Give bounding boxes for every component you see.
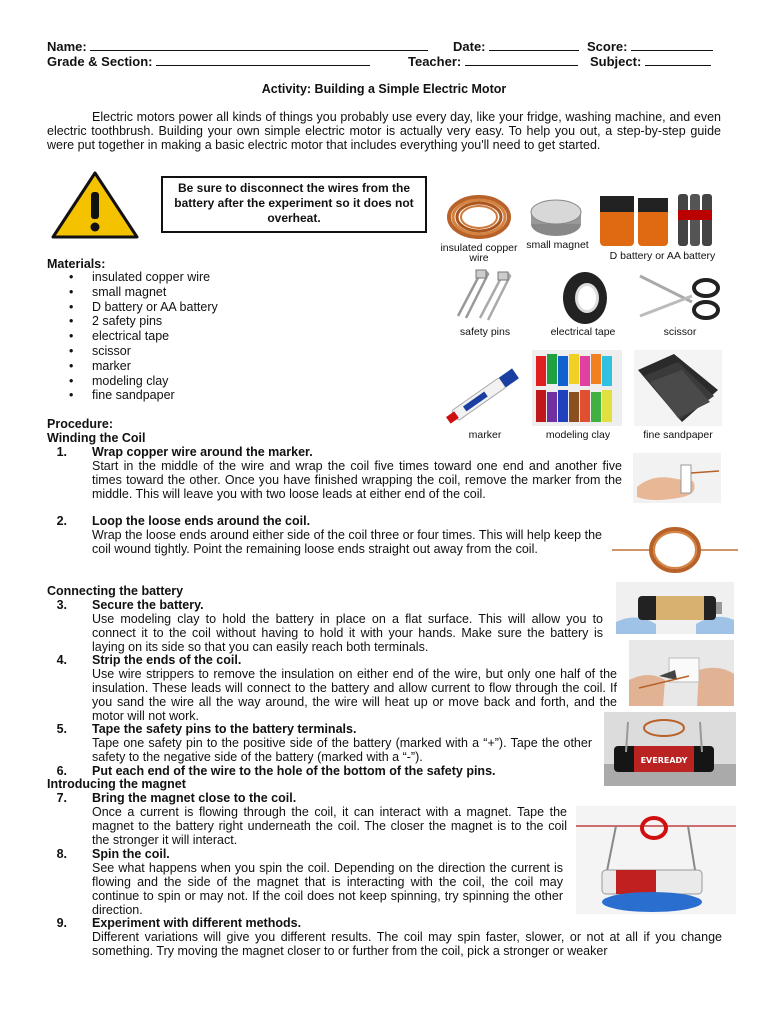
step-number: 4. (56, 653, 67, 667)
marker-caption: marker (468, 429, 502, 441)
grade-blank[interactable] (156, 54, 370, 66)
materials-list (47, 270, 427, 403)
tape-image (560, 270, 610, 326)
step-3 (47, 598, 603, 654)
step-7 (47, 791, 567, 847)
list-item: • insulated copper wire (47, 270, 427, 285)
subject-field[interactable] (590, 54, 711, 69)
score-field[interactable] (587, 39, 713, 54)
name-field[interactable] (47, 39, 428, 54)
modeling-clay-image (532, 350, 622, 426)
step-body: Wrap the loose ends around either side of the coil three or four times. This will help keep the coil wound tightly. Point the remaining loose ends straight out away from the coil. (92, 528, 602, 556)
safety-pins-caption: safety pins (459, 326, 511, 338)
score-blank[interactable] (631, 39, 713, 51)
subject-label: Subject: (590, 54, 642, 69)
materials-heading: Materials: (47, 257, 106, 271)
step-number: 1. (56, 445, 67, 459)
warning-icon (50, 170, 140, 240)
list-item: • D battery or AA battery (47, 300, 427, 315)
procedure-heading: Procedure: (47, 417, 113, 431)
step-7-image (576, 806, 736, 914)
grade-label: Grade & Section: (47, 54, 153, 69)
step-4-image (629, 640, 734, 706)
step-number: 7. (56, 791, 67, 805)
step-title: Wrap copper wire around the marker. (92, 445, 313, 459)
sandpaper-image (634, 350, 722, 426)
step-2-image (612, 524, 738, 576)
teacher-label: Teacher: (408, 54, 462, 69)
subject-blank[interactable] (645, 54, 711, 66)
battery-caption: D battery or AA battery (609, 250, 716, 262)
step-6 (47, 764, 607, 778)
list-item: • marker (47, 359, 427, 374)
list-item: • small magnet (47, 285, 427, 300)
list-item: • 2 safety pins (47, 314, 427, 329)
intro-paragraph: Electric motors power all kinds of things you probably use every day, like your fridge, washing machine, and even electric toothbrush. Building your own simple electric motor is actually very easy. To help you out, a step-by-step guide were put together in making a basic electric motor that includes everything you'll need to get started. (47, 110, 721, 152)
copper-wire-image (444, 192, 514, 242)
section-connecting-battery: Connecting the battery (47, 584, 184, 598)
step-9 (47, 916, 722, 958)
warning-box: Be sure to disconnect the wires from the battery after the experiment so it does not overheat. (161, 176, 427, 233)
step-title: Experiment with different methods. (92, 916, 302, 930)
step-body: Different variations will give you different results. The coil may spin faster, slower, or not at all if you change something. Try moving the magnet closer to or further from the coil, pick a stronger or weaker (92, 930, 722, 958)
score-label: Score: (587, 39, 628, 54)
teacher-blank[interactable] (465, 54, 578, 66)
step-1 (47, 445, 622, 501)
step-number: 6. (56, 764, 67, 778)
scissor-image (636, 270, 726, 325)
step-4 (47, 653, 617, 723)
step-number: 5. (56, 722, 67, 736)
date-blank[interactable] (489, 39, 579, 51)
list-item: • scissor (47, 344, 427, 359)
sandpaper-caption: fine sandpaper (643, 429, 713, 441)
section-introducing-magnet: Introducing the magnet (47, 777, 186, 791)
magnet-image (528, 196, 584, 240)
teacher-field[interactable] (408, 54, 578, 69)
name-label: Name: (47, 39, 87, 54)
step-1-image (633, 453, 721, 503)
list-item: • modeling clay (47, 374, 427, 389)
activity-title: Activity: Building a Simple Electric Motor (261, 82, 507, 96)
section-winding-coil: Winding the Coil (47, 431, 146, 445)
list-item: • electrical tape (47, 329, 427, 344)
step-title: Spin the coil. (92, 847, 170, 861)
step-8 (47, 847, 563, 917)
step-title: Tape the safety pins to the battery terminals. (92, 722, 357, 736)
step-number: 8. (56, 847, 67, 861)
battery-image (598, 190, 718, 250)
step-body: Once a current is flowing through the coil, it can interact with a magnet. Tape the magnet to the battery right underneath the coil. The closer the magnet is to the coil the stronger it will interact. (92, 805, 567, 847)
date-field[interactable] (453, 39, 579, 54)
step-title: Secure the battery. (92, 598, 204, 612)
step-title: Strip the ends of the coil. (92, 653, 242, 667)
step-5 (47, 722, 592, 764)
step-title: Put each end of the wire to the hole of the bottom of the safety pins. (92, 764, 496, 778)
grade-field[interactable] (47, 54, 370, 69)
battery-brand-text: EVEREADY (640, 756, 688, 765)
step-body: Use wire strippers to remove the insulation on either end of the wire, but only one half of the insulation. These leads will connect to the battery and allow current to flow through the coil. If you sand the wire all the way around, the wire will heat up or move back and forth, and the motor will not work. (92, 667, 617, 723)
step-number: 3. (56, 598, 67, 612)
step-2 (47, 514, 602, 556)
step-title: Loop the loose ends around the coil. (92, 514, 311, 528)
step-5-image (604, 712, 736, 786)
step-number: 2. (56, 514, 67, 528)
step-3-image (616, 582, 734, 634)
magnet-caption: small magnet (526, 239, 589, 251)
copper-wire-caption: insulated copper wire (440, 242, 518, 264)
name-blank[interactable] (90, 39, 428, 51)
safety-pins-image (450, 268, 520, 323)
step-number: 9. (56, 916, 67, 930)
date-label: Date: (453, 39, 486, 54)
list-item: • fine sandpaper (47, 388, 427, 403)
tape-caption: electrical tape (550, 326, 616, 338)
step-body: Use modeling clay to hold the battery in place on a flat surface. This will allow you to connect it to the coil without having to hold it with your hands. Make sure the battery is laying on its side so that you can easily reach both terminals. (92, 612, 603, 654)
step-body: Tape one safety pin to the positive side of the battery (marked with a “+”). Tape the other safety to the negative side of the battery (marked with a “-”). (92, 736, 592, 764)
step-body: Start in the middle of the wire and wrap the coil five times toward one end and another five times toward the other. Once you have finished wrapping the coil, remove the marker from the middle. This will leave you with two loose leads at either end of the coil. (92, 459, 622, 501)
marker-image (444, 360, 529, 428)
step-title: Bring the magnet close to the coil. (92, 791, 297, 805)
modeling-clay-caption: modeling clay (545, 429, 611, 441)
scissor-caption: scissor (663, 326, 697, 338)
step-body: See what happens when you spin the coil. Depending on the direction the current is flowing and the side of the magnet that is interacting with the coil, the coil may continue to spin or may not. If the coil does not keep spinning, try spinning the other direction. (92, 861, 563, 917)
